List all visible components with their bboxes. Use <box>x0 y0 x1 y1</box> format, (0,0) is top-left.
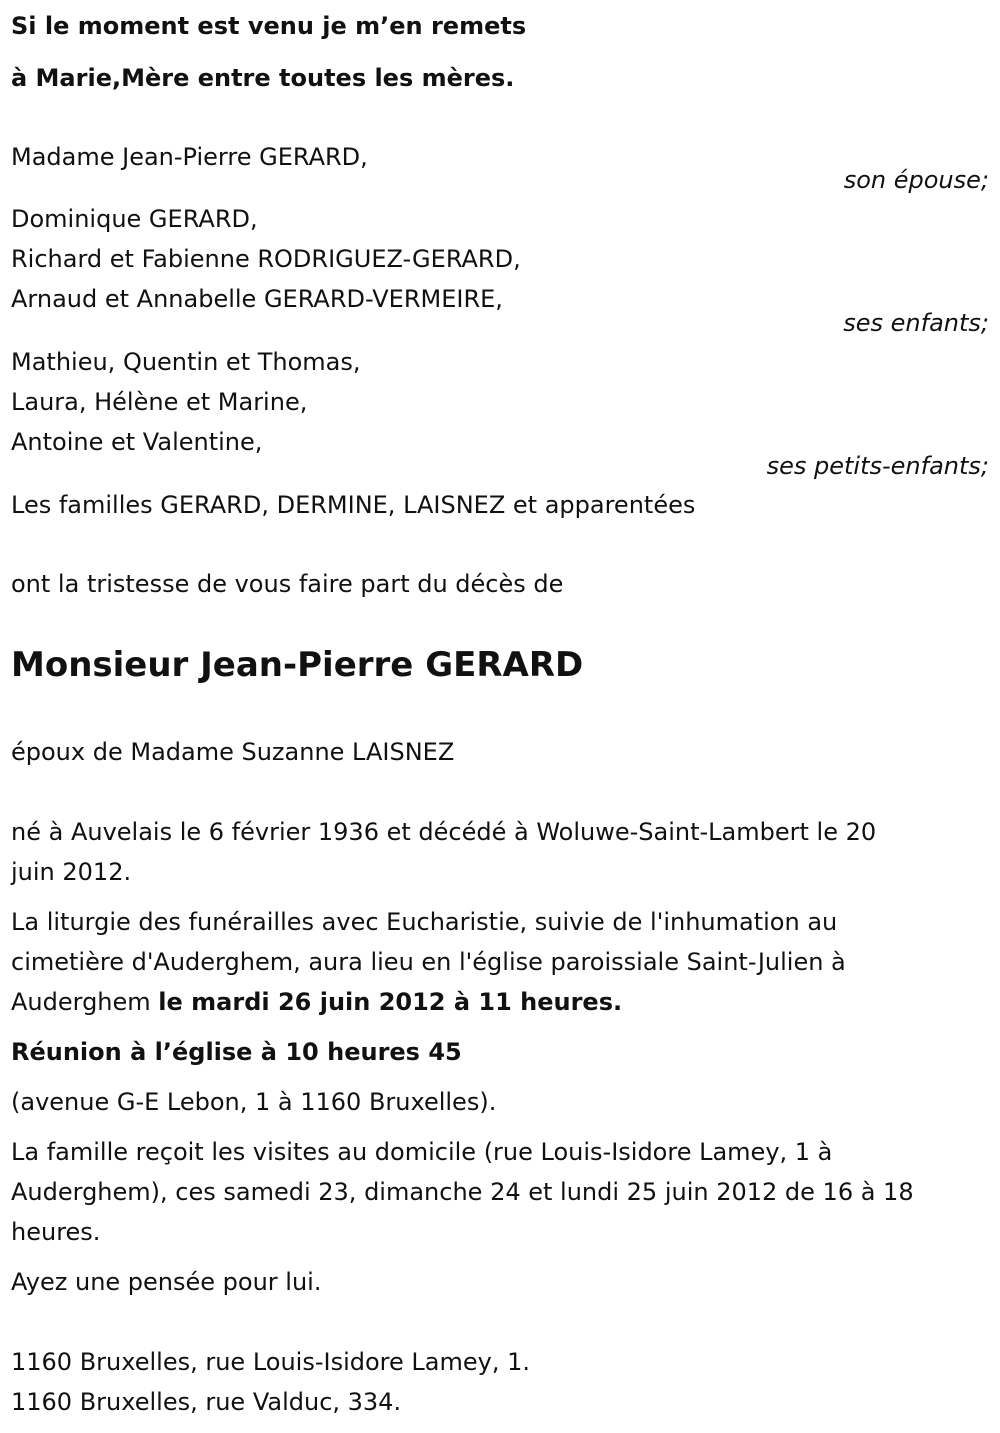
quote-line: à Marie,Mère entre toutes les mères. <box>11 64 515 92</box>
families: Les familles GERARD, DERMINE, LAISNEZ et apparentées <box>11 491 696 519</box>
address: 1160 Bruxelles, rue Valduc, 334. <box>11 1388 402 1416</box>
children-role: ses enfants; <box>843 309 989 337</box>
grandchild: Laura, Hélène et Marine, <box>11 388 308 416</box>
address: 1160 Bruxelles, rue Louis-Isidore Lamey, 1. <box>11 1348 530 1376</box>
visits: heures. <box>11 1218 101 1246</box>
deceased-name: Monsieur Jean-Pierre GERARD <box>11 645 584 685</box>
birth: juin 2012. <box>11 858 132 886</box>
married: époux de Madame Suzanne LAISNEZ <box>11 738 455 766</box>
visits: Auderghem), ces samedi 23, dimanche 24 et lundi 25 juin 2012 de 16 à 18 <box>11 1178 914 1206</box>
church-address: (avenue G-E Lebon, 1 à 1160 Bruxelles). <box>11 1088 497 1116</box>
quote-line: Si le moment est venu je m’en remets <box>11 12 527 40</box>
child: Richard et Fabienne RODRIGUEZ-GERARD, <box>11 245 521 273</box>
grandchild: Antoine et Valentine, <box>11 428 263 456</box>
grandchildren-role: ses petits-enfants; <box>766 452 989 480</box>
spouse: Madame Jean-Pierre GERARD, <box>11 143 368 171</box>
meeting: Réunion à l’église à 10 heures 45 <box>11 1038 462 1066</box>
child: Arnaud et Annabelle GERARD-VERMEIRE, <box>11 285 503 313</box>
liturgy: La liturgie des funérailles avec Eucharistie, suivie de l'inhumation au <box>11 908 838 936</box>
grandchild: Mathieu, Quentin et Thomas, <box>11 348 361 376</box>
visits: La famille reçoit les visites au domicile (rue Louis-Isidore Lamey, 1 à <box>11 1138 833 1166</box>
spouse-role: son épouse; <box>843 166 989 194</box>
child: Dominique GERARD, <box>11 205 258 233</box>
announce: ont la tristesse de vous faire part du décès de <box>11 570 564 598</box>
liturgy: Auderghem le mardi 26 juin 2012 à 11 heures. <box>11 988 623 1016</box>
thought: Ayez une pensée pour lui. <box>11 1268 322 1296</box>
liturgy: cimetière d'Auderghem, aura lieu en l'église paroissiale Saint-Julien à <box>11 948 846 976</box>
birth: né à Auvelais le 6 février 1936 et décédé à Woluwe-Saint-Lambert le 20 <box>11 818 877 846</box>
liturgy-date: le mardi 26 juin 2012 à 11 heures. <box>158 988 623 1016</box>
